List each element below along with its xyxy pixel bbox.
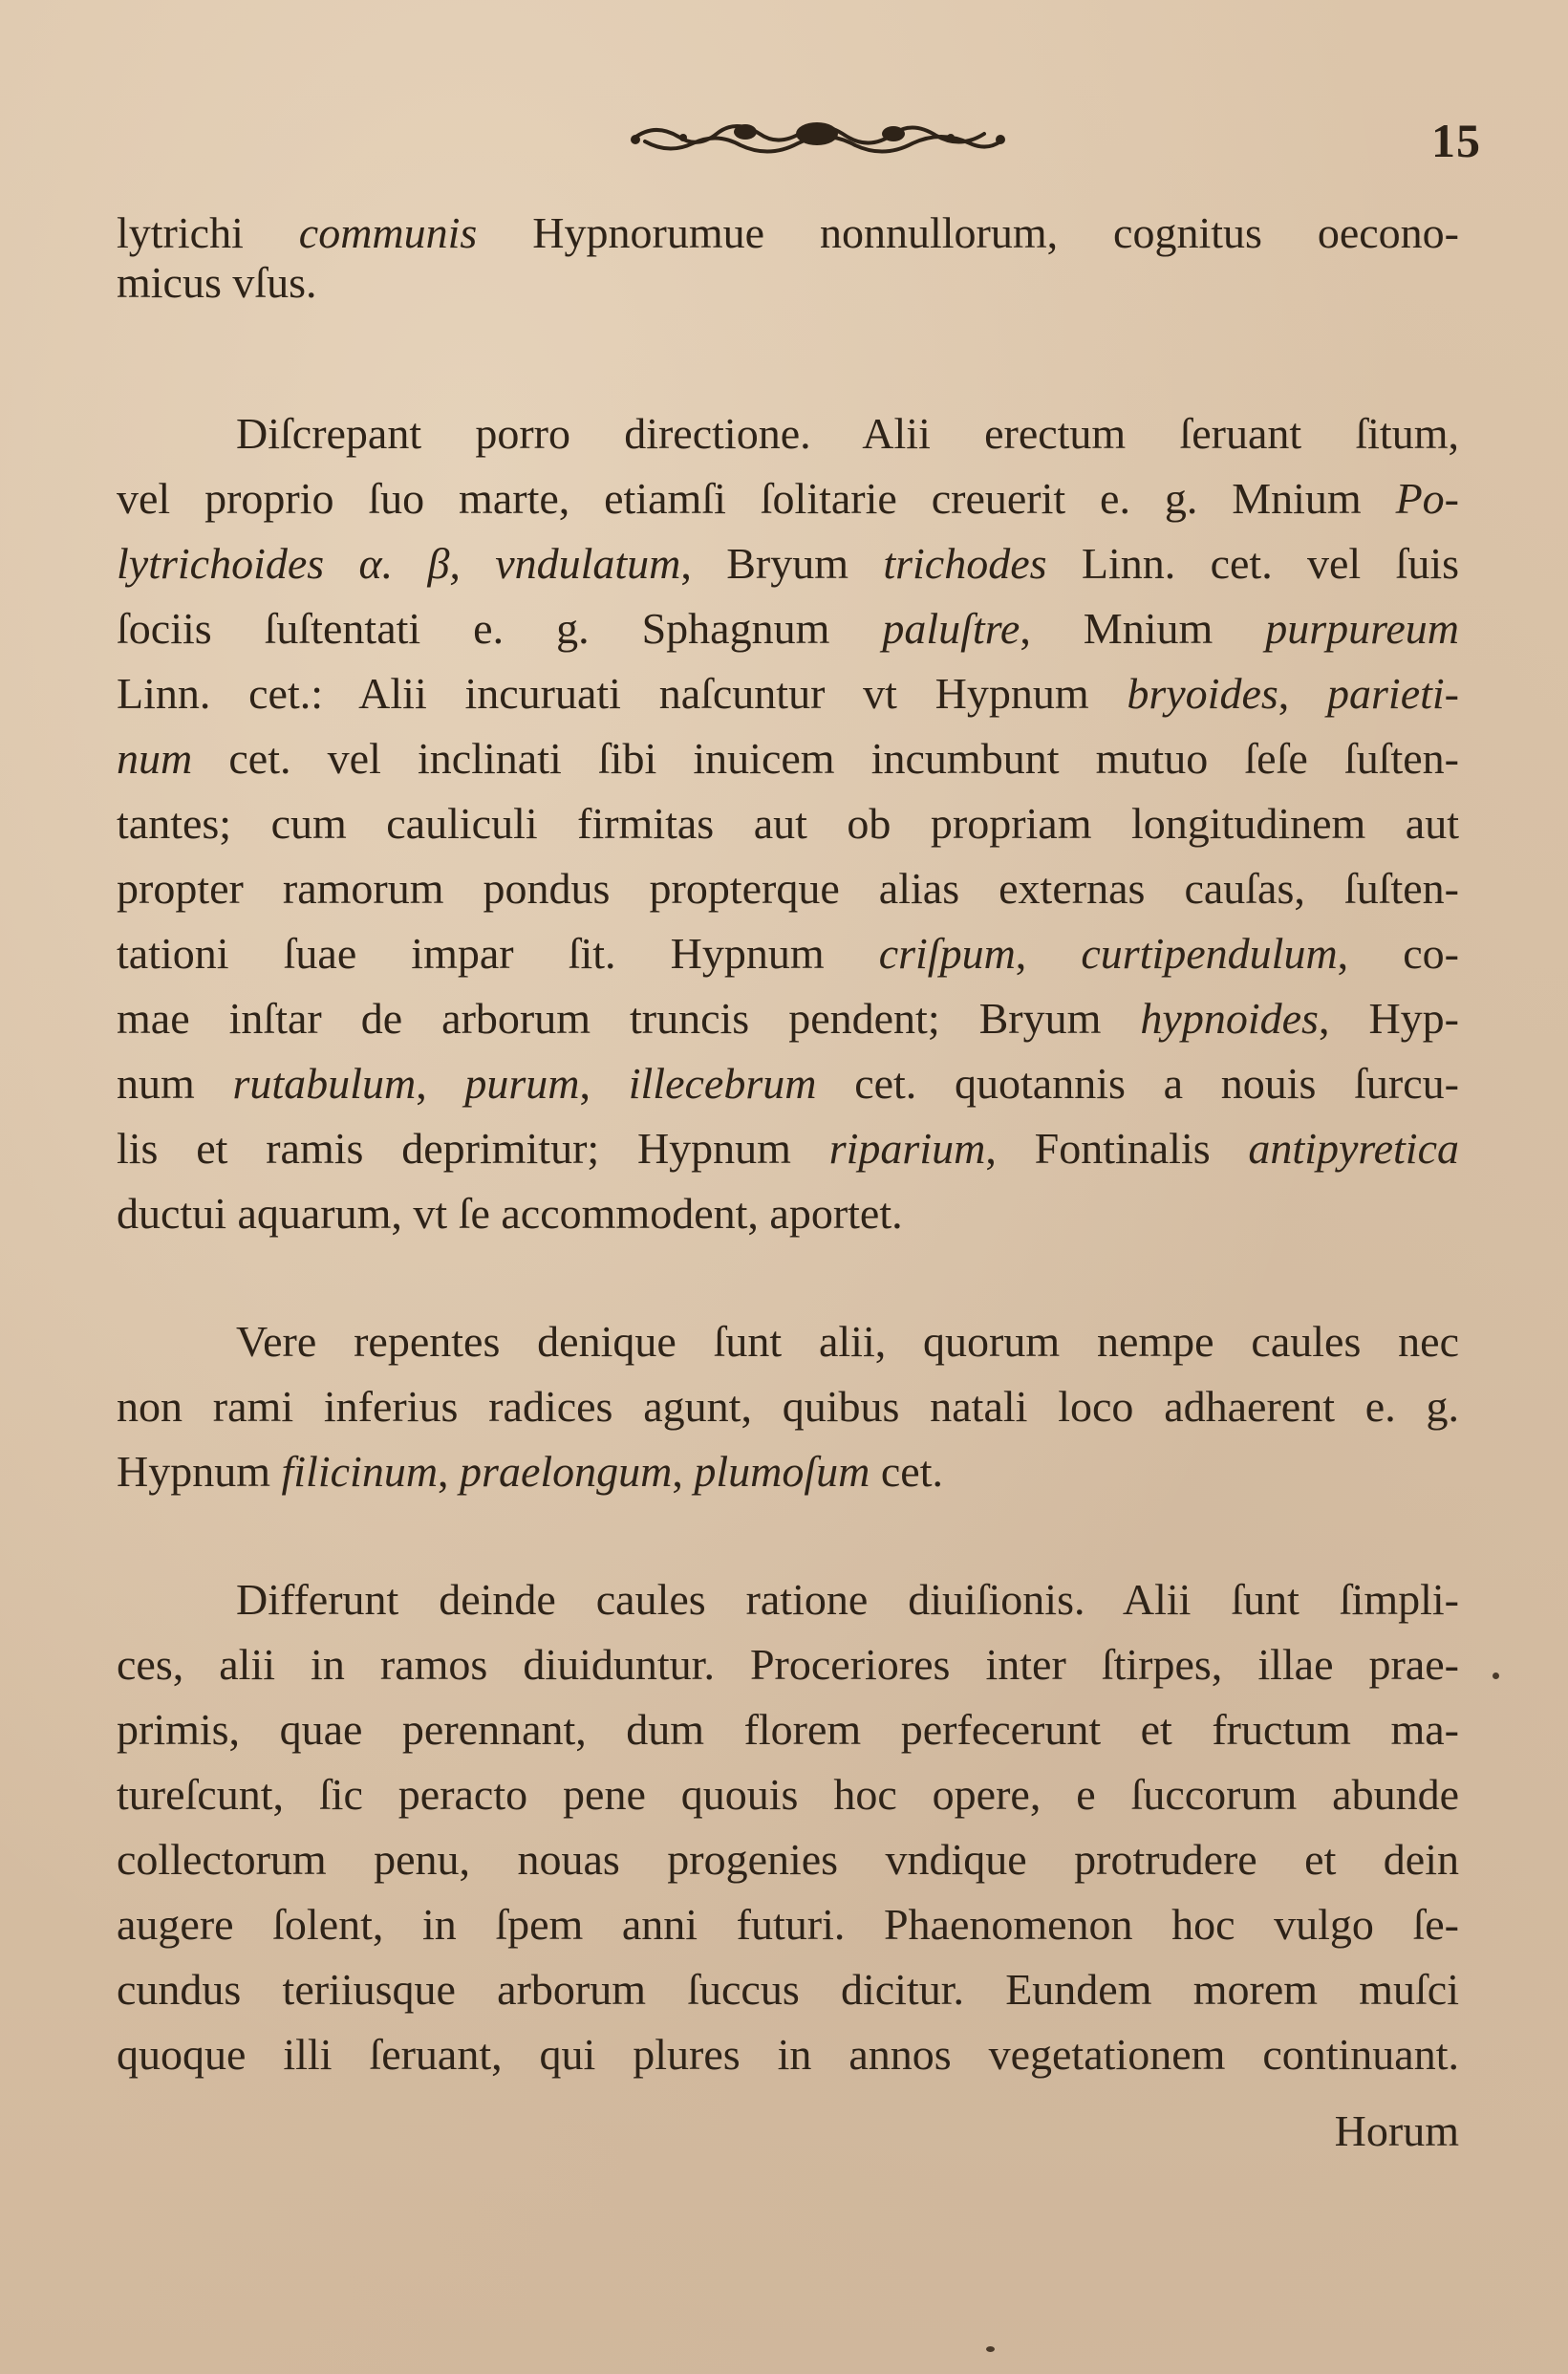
text-segment: Diſcrepant porro directione. Alii erectum ſeruant ſitum, bbox=[236, 409, 1459, 458]
italic-species-name: num bbox=[117, 734, 193, 783]
text-line bbox=[117, 250, 1459, 315]
text-line bbox=[117, 1116, 1459, 1181]
text-segment: propter ramorum pondus propterque alias externas cauſas, ſuſten- bbox=[117, 864, 1459, 913]
italic-species-name: antipyretica bbox=[1248, 1124, 1459, 1173]
text-line bbox=[117, 2022, 1459, 2087]
text-segment: primis, quae perennant, dum florem perfecerunt et fructum ma- bbox=[117, 1705, 1459, 1754]
text-line bbox=[117, 1762, 1459, 1827]
text-segment: micus vſus. bbox=[117, 258, 317, 307]
italic-species-name: rutabulum bbox=[232, 1059, 417, 1108]
text-line bbox=[117, 856, 1459, 921]
text-segment: , bbox=[438, 1447, 461, 1496]
italic-species-name: praelongum bbox=[460, 1447, 673, 1496]
text-segment: cet. bbox=[870, 1447, 943, 1496]
italic-species-name: riparium bbox=[828, 1124, 986, 1173]
text-segment: lis et ramis deprimitur; Hypnum bbox=[117, 1124, 829, 1173]
text-line bbox=[117, 726, 1459, 791]
text-segment: quoque illi ſeruant, qui plures in annos vegetationem continuant. bbox=[117, 2030, 1459, 2079]
text-line bbox=[117, 596, 1459, 661]
text-segment: Hypnum bbox=[117, 1447, 282, 1496]
text-segment: mae inſtar de arborum truncis pendent; Bryum bbox=[117, 994, 1141, 1043]
text-line bbox=[117, 1892, 1459, 1957]
text-line bbox=[117, 1181, 1459, 1246]
text-segment: Vere repentes denique ſunt alii, quorum nempe caules nec bbox=[236, 1317, 1459, 1366]
catchword bbox=[117, 2099, 1459, 2164]
text-segment: ſociis ſuſtentati e. g. Sphagnum bbox=[117, 604, 883, 653]
text-line bbox=[117, 791, 1459, 856]
italic-species-name: lytrichoides α. β, vndulatum bbox=[117, 539, 681, 588]
italic-species-name: criſpum bbox=[878, 929, 1016, 978]
italic-species-name: purpureum bbox=[1265, 604, 1459, 653]
text-line bbox=[236, 1309, 1459, 1374]
italic-species-name: trichodes bbox=[883, 539, 1047, 588]
text-segment: , bbox=[579, 1059, 629, 1108]
text-segment: , bbox=[1278, 669, 1328, 718]
text-segment: cundus teriiusque arborum ſuccus dicitur. Eundem morem muſci bbox=[117, 1965, 1459, 2014]
text-segment: collectorum penu, nouas progenies vndique protrudere et dein bbox=[117, 1835, 1459, 1884]
text-segment: Linn. cet.: Alii incuruati naſcuntur vt Hypnum bbox=[117, 669, 1128, 718]
text-segment: cet. quotannis a nouis ſurcu- bbox=[816, 1059, 1459, 1108]
text-line bbox=[117, 1957, 1459, 2022]
text-line bbox=[117, 1051, 1459, 1116]
text-segment: , Bryum bbox=[680, 539, 884, 588]
text-segment: , co- bbox=[1337, 929, 1459, 978]
italic-species-name: plumoſum bbox=[694, 1447, 870, 1496]
text-segment: augere ſolent, in ſpem anni futuri. Phaenomenon hoc vulgo ſe- bbox=[117, 1900, 1459, 1949]
text-segment: vel proprio ſuo marte, etiamſi ſolitarie creuerit e. g. Mnium bbox=[117, 474, 1396, 523]
text-segment: , bbox=[672, 1447, 695, 1496]
italic-species-name: paluſtre bbox=[882, 604, 1020, 653]
text-line bbox=[117, 1439, 1459, 1504]
text-segment: cet. vel inclinati ſibi inuicem incumbunt mutuo ſeſe ſuſten- bbox=[192, 734, 1459, 783]
text-line bbox=[236, 1567, 1459, 1632]
italic-species-name: hypnoides bbox=[1140, 994, 1319, 1043]
text-line bbox=[117, 466, 1459, 531]
text-segment: , Mnium bbox=[1020, 604, 1266, 653]
italic-species-name: parieti- bbox=[1327, 669, 1459, 718]
text-segment: Horum bbox=[1334, 2106, 1459, 2155]
text-segment: , bbox=[1015, 929, 1082, 978]
italic-species-name: purum bbox=[464, 1059, 580, 1108]
printer-ornament-icon bbox=[626, 105, 1008, 172]
text-segment: , bbox=[416, 1059, 465, 1108]
text-segment: non rami inferius radices agunt, quibus natali loco adhaerent e. g. bbox=[117, 1382, 1459, 1431]
text-line bbox=[117, 1374, 1459, 1439]
italic-species-name: curtipendulum bbox=[1081, 929, 1338, 978]
italic-species-name: communis bbox=[298, 208, 478, 257]
paper-speck bbox=[1493, 1673, 1499, 1679]
text-segment: Hypnorumue nonnullorum, cognitus oecono- bbox=[477, 208, 1459, 257]
text-line bbox=[117, 921, 1459, 986]
text-line bbox=[117, 986, 1459, 1051]
text-line bbox=[117, 1827, 1459, 1892]
paper-speck bbox=[986, 2346, 995, 2352]
italic-species-name: Po- bbox=[1395, 474, 1459, 523]
text-segment: tantes; cum cauliculi firmitas aut ob propriam longitudinem aut bbox=[117, 799, 1459, 848]
text-segment: num bbox=[117, 1059, 233, 1108]
text-line bbox=[117, 531, 1459, 596]
text-line bbox=[117, 1697, 1459, 1762]
text-segment: Linn. cet. vel ſuis bbox=[1046, 539, 1459, 588]
text-segment: Differunt deinde caules ratione diuiſionis. Alii ſunt ſimpli- bbox=[236, 1575, 1459, 1624]
italic-species-name: filicinum bbox=[281, 1447, 439, 1496]
text-segment: , Hyp- bbox=[1318, 994, 1459, 1043]
text-line bbox=[117, 661, 1459, 726]
text-segment: tationi ſuae impar ſit. Hypnum bbox=[117, 929, 879, 978]
italic-species-name: bryoides bbox=[1127, 669, 1278, 718]
text-segment: , Fontinalis bbox=[985, 1124, 1249, 1173]
page-number: 15 bbox=[1431, 114, 1481, 167]
text-segment: lytrichi bbox=[117, 208, 299, 257]
italic-species-name: illecebrum bbox=[628, 1059, 817, 1108]
text-line bbox=[117, 1632, 1459, 1697]
text-segment: tureſcunt, ſic peracto pene quouis hoc opere, e ſuccorum abunde bbox=[117, 1770, 1459, 1819]
text-segment: ces, alii in ramos diuiduntur. Proceriores inter ſtirpes, illae prae- bbox=[117, 1640, 1459, 1689]
text-segment: ductui aquarum, vt ſe accommodent, aportet. bbox=[117, 1189, 903, 1238]
text-line bbox=[236, 401, 1459, 466]
